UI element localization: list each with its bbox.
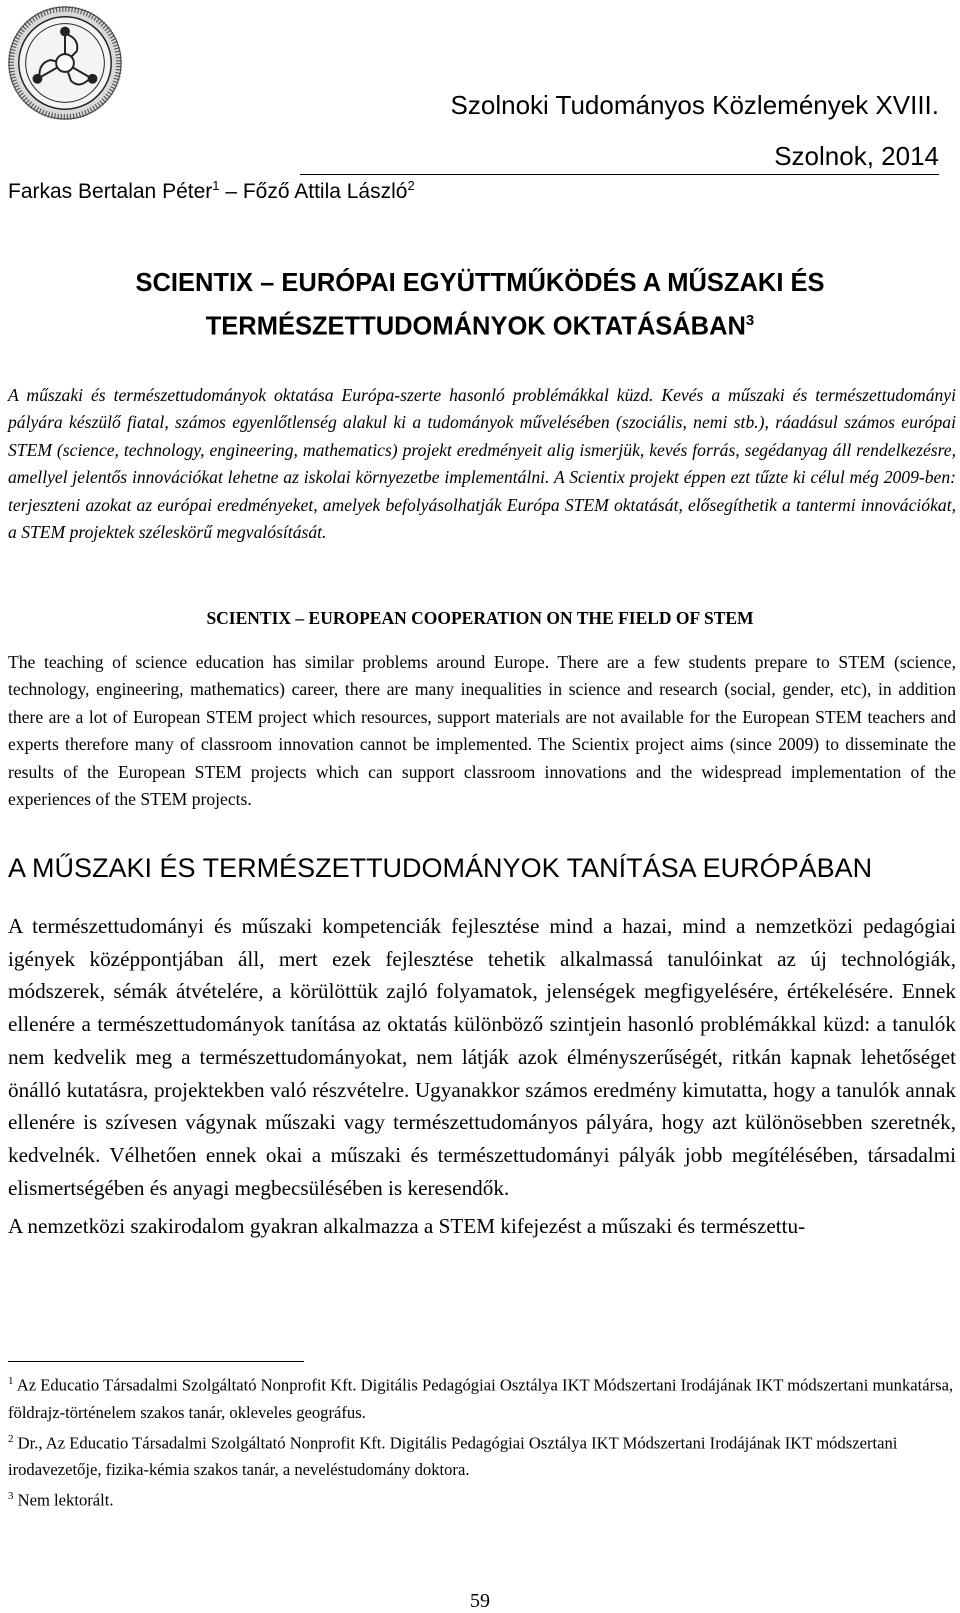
journal-title: Szolnoki Tudományos Közlemények XVIII. — [450, 90, 939, 120]
footnote-marker: 2 — [8, 1432, 14, 1445]
footnote-text: Dr., Az Educatio Társadalmi Szolgáltató Nonprofit Kft. Digitális Pedagógiai Osztálya IKT Módszertani Irodájának IKT módszertani irodavezetője, fizika-kémia szakos tanár, a neveléstudomány doktora. — [8, 1433, 898, 1480]
footnote-marker: 1 — [212, 178, 220, 193]
article-title-line: SCIENTIX – EURÓPAI EGYÜTTMŰKÖDÉS A MŰSZAKI ÉS — [135, 269, 825, 297]
author-separator: – — [219, 180, 243, 203]
place-date: Szolnok, 2014 — [774, 141, 939, 171]
header-rule — [300, 174, 939, 175]
abstract-english: The teaching of science education has similar problems around Europe. There are a few students prepare to STEM (science, technology, engineering, mathematics) career, there are many inequalities in science and research (social, gender, etc), in addition there are a lot of European STEM project which resources, support materials are not available for the European STEM teachers and experts therefore many of classroom innovation cannot be implemented. The Scientix project aims (since 2009) to disseminate the results of the European STEM projects which can support classroom innovations and the widespread implementation of the experiences of the STEM projects. — [8, 652, 956, 810]
footnote — [8, 1483, 956, 1514]
article-title — [0, 265, 960, 346]
body-paragraph: A nemzetközi szakirodalom gyakran alkalmazza a STEM kifejezést a műszaki és természettu- — [8, 1214, 806, 1239]
footnote-marker: 3 — [8, 1490, 14, 1503]
footnotes — [8, 1368, 956, 1514]
footnote-marker: 3 — [745, 312, 755, 329]
abstract-hungarian: A műszaki és természettudományok oktatása Európa-szerte hasonló problémákkal küzd. Kevés a műszaki és természettudományi pályára készülő fiatal, számos egyenlőtlenség alakul ki a tudományok művelésében (szociális, nemi stb.), ráadásul számos európai STEM (science, technology, engineering, mathematics) projekt eredményeit alig ismerjük, kevés forrás, segédanyag áll rendelkezésre, amellyel jelentős innovációkat lehetne az iskolai környezetbe implementálni. A Scientix projekt éppen ezt tűzte ki célul még 2009-ben: terjeszteni azokat az európai eredményeket, amelyek befolyásolhatják Európa STEM oktatását, elősegíthetik a tantermi innovációkat, a STEM projektek széleskörű megvalósítását. — [8, 385, 956, 543]
footnote — [8, 1368, 956, 1426]
footnote-marker: 2 — [407, 178, 415, 193]
body-paragraph: A természettudományi és műszaki kompetenciák fejlesztése mind a hazai, mind a nemzetközi pedagógiai igények középpontjában áll, mert ezek fejlesztése tehetik alkalmassá tanulóinkat az új technológiák, módszerek, sémák átvételére, a körülöttük zajló folyamatok, jelenségek megfigyelésére, értékelésére. Ennek ellenére a természettudományok tanítása az oktatás különböző szintjein hasonló problémákkal küzd: a tanulók nem kedvelik meg a természettudományokat, nem látják azok élményszerűségét, ritkán kapnak lehetőséget önálló kutatásra, projektekben való részvételre. Ugyanakkor számos eredmény kimutatta, hogy a tanulók annak ellenére is szívesen vágynak műszaki vagy természettudományos pályára, hogy azt különösebben szeretnék, kedvelnék. Vélhetően ennek okai a műszaki és természettudományi pályák jobb megítélésében, társadalmi elismertségében és anyagi megbecsülésében is keresendők. — [8, 914, 956, 1200]
footnote-text: Az Educatio Társadalmi Szolgáltató Nonprofit Kft. Digitális Pedagógiai Osztálya IKT Módszertani Irodájának IKT módszertani munkatársa, földrajz-történelem szakos tanár, okleveles geográfus. — [8, 1375, 954, 1422]
author-line — [8, 178, 415, 204]
author-name: Farkas Bertalan Péter — [8, 180, 213, 203]
footnote — [8, 1426, 956, 1484]
footnote-text: Nem lektorált. — [17, 1490, 114, 1510]
footnote-marker: 1 — [8, 1375, 14, 1387]
journal-seal-icon — [6, 4, 124, 122]
footnote-rule — [8, 1361, 304, 1362]
page-number: 59 — [470, 1590, 490, 1612]
section-heading: A MŰSZAKI ÉS TERMÉSZETTUDOMÁNYOK TANÍTÁSA EURÓPÁBAN — [8, 853, 873, 883]
article-title-line: TERMÉSZETTUDOMÁNYOK OKTATÁSÁBAN — [205, 312, 746, 341]
article-title-english: SCIENTIX – EUROPEAN COOPERATION ON THE FIELD OF STEM — [206, 608, 754, 628]
body-text — [8, 910, 956, 1243]
author-name: Főző Attila László — [242, 180, 408, 203]
